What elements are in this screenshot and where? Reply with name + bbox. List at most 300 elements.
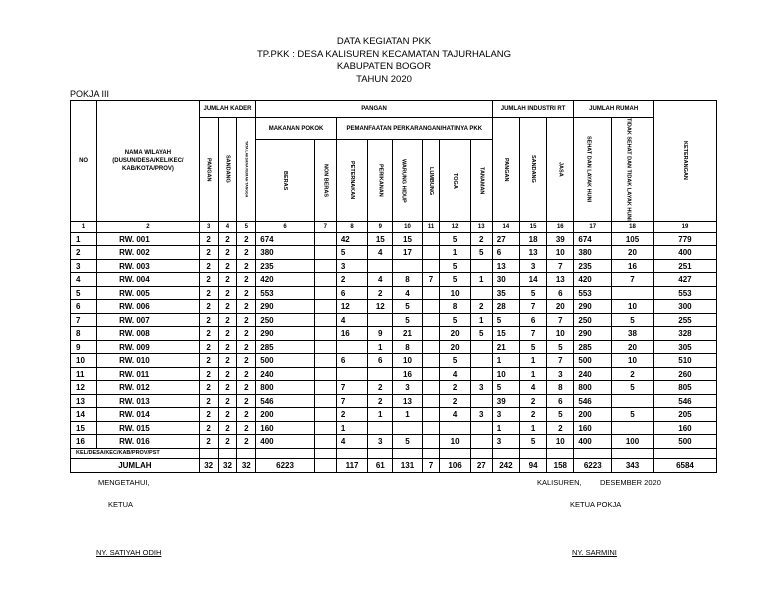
- row-wilayah: RW. 007: [97, 313, 200, 327]
- pokja-label: POKJA III: [70, 89, 110, 99]
- row-cell: 13: [393, 394, 422, 408]
- row-cell: 5: [393, 300, 422, 314]
- row-cell: 1: [470, 313, 492, 327]
- row-cell: 2: [218, 354, 237, 368]
- row-number: 10: [71, 354, 97, 368]
- row-cell: 13: [520, 246, 547, 260]
- row-cell: 205: [653, 408, 716, 422]
- row-cell: 10: [612, 354, 654, 368]
- row-cell: [470, 435, 492, 449]
- row-wilayah: RW. 005: [97, 286, 200, 300]
- row-cell: 2: [237, 259, 256, 273]
- row-cell: 300: [653, 300, 716, 314]
- row-cell: 3: [470, 408, 492, 422]
- row-cell: 546: [574, 394, 612, 408]
- row-cell: 14: [520, 273, 547, 287]
- row-cell: 10: [440, 286, 470, 300]
- row-cell: 546: [653, 394, 716, 408]
- row-cell: 6: [336, 286, 367, 300]
- row-cell: 2: [368, 381, 393, 395]
- row-cell: 400: [256, 435, 315, 449]
- col-keterangan: KETERANGAN: [653, 101, 716, 222]
- row-cell: 2: [520, 394, 547, 408]
- row-cell: [422, 408, 440, 422]
- row-cell: 800: [256, 381, 315, 395]
- row-number: 6: [71, 300, 97, 314]
- row-cell: 255: [653, 313, 716, 327]
- total-label: JUMLAH: [71, 458, 200, 472]
- row-number: 16: [71, 435, 97, 449]
- row-cell: 5: [470, 327, 492, 341]
- mengetahui-label: MENGETAHUI,: [98, 478, 150, 487]
- row-cell: 805: [653, 381, 716, 395]
- row-cell: 6: [520, 313, 547, 327]
- row-wilayah: RW. 012: [97, 381, 200, 395]
- row-cell: 20: [612, 340, 654, 354]
- row-cell: [422, 313, 440, 327]
- row-cell: 2: [218, 421, 237, 435]
- row-cell: 2: [218, 232, 237, 246]
- row-cell: 2: [199, 408, 218, 422]
- row-cell: 3: [520, 259, 547, 273]
- row-cell: [612, 421, 654, 435]
- col-peternakan: PETERNAKAN: [336, 140, 367, 221]
- row-cell: 160: [256, 421, 315, 435]
- row-cell: 2: [237, 300, 256, 314]
- row-cell: 305: [653, 340, 716, 354]
- data-table: [70, 100, 717, 473]
- row-cell: 380: [574, 246, 612, 260]
- table-row: [71, 232, 717, 246]
- row-cell: [314, 340, 336, 354]
- ketua-label: KETUA: [108, 500, 134, 509]
- row-cell: 553: [653, 286, 716, 300]
- row-wilayah: RW. 016: [97, 435, 200, 449]
- col-lumbung: LUMBUNG: [422, 140, 440, 221]
- row-cell: 13: [492, 259, 519, 273]
- row-cell: 1: [520, 354, 547, 368]
- row-cell: 2: [199, 340, 218, 354]
- row-cell: [422, 246, 440, 260]
- row-cell: [422, 394, 440, 408]
- row-cell: 2: [237, 232, 256, 246]
- row-cell: 1: [440, 246, 470, 260]
- row-cell: 2: [237, 394, 256, 408]
- row-cell: 7: [422, 273, 440, 287]
- row-cell: [368, 421, 393, 435]
- row-cell: 39: [492, 394, 519, 408]
- row-cell: 3: [336, 259, 367, 273]
- row-cell: 15: [393, 232, 422, 246]
- col-non-beras: NON BERAS: [314, 140, 336, 221]
- row-cell: 1: [393, 408, 422, 422]
- row-cell: [422, 232, 440, 246]
- col-industri-sandang: SANDANG: [520, 118, 547, 222]
- table-row: [71, 273, 717, 287]
- row-cell: 260: [653, 367, 716, 381]
- row-cell: 2: [237, 286, 256, 300]
- row-cell: 6: [368, 354, 393, 368]
- kel-label: KEL/DESA/KEC/KAB/PROV/PST: [71, 448, 200, 458]
- row-cell: [393, 421, 422, 435]
- row-wilayah: RW. 013: [97, 394, 200, 408]
- row-number: 8: [71, 327, 97, 341]
- row-cell: [470, 259, 492, 273]
- row-cell: [393, 259, 422, 273]
- row-cell: 5: [440, 259, 470, 273]
- row-cell: 2: [218, 246, 237, 260]
- row-cell: 2: [237, 327, 256, 341]
- table-row: [71, 381, 717, 395]
- row-cell: [422, 381, 440, 395]
- row-cell: 7: [520, 300, 547, 314]
- table-row: [71, 313, 717, 327]
- col-nama-wilayah: NAMA WILAYAH (DUSUN/DESA/KEL/KEC/ KAB/KOTA/PROV): [97, 101, 200, 222]
- table-row: [71, 300, 717, 314]
- row-cell: 2: [218, 259, 237, 273]
- col-jasa: JASA: [547, 118, 574, 222]
- row-cell: 1: [368, 408, 393, 422]
- row-cell: 2: [440, 394, 470, 408]
- row-cell: 160: [574, 421, 612, 435]
- row-cell: 39: [547, 232, 574, 246]
- row-cell: 4: [336, 313, 367, 327]
- row-number: 12: [71, 381, 97, 395]
- col-kader-tata-laksana: TATA LAKSANA RUMAH TANGGA: [237, 118, 256, 222]
- table-row: [71, 286, 717, 300]
- row-number: 13: [71, 394, 97, 408]
- row-wilayah: RW. 010: [97, 354, 200, 368]
- row-cell: 8: [393, 273, 422, 287]
- table-row: [71, 408, 717, 422]
- row-cell: 27: [492, 232, 519, 246]
- col-jumlah-industri: JUMLAH INDUSTRI RT: [492, 101, 574, 118]
- row-cell: [470, 421, 492, 435]
- row-wilayah: RW. 015: [97, 421, 200, 435]
- col-toga: TOGA: [440, 140, 470, 221]
- row-number: 4: [71, 273, 97, 287]
- row-cell: 10: [393, 354, 422, 368]
- row-cell: 235: [574, 259, 612, 273]
- row-cell: 5: [492, 313, 519, 327]
- row-cell: 400: [653, 246, 716, 260]
- row-cell: [422, 367, 440, 381]
- row-cell: 20: [440, 340, 470, 354]
- row-cell: 16: [612, 259, 654, 273]
- row-cell: 420: [256, 273, 315, 287]
- row-cell: 8: [547, 381, 574, 395]
- row-cell: 2: [199, 300, 218, 314]
- row-cell: 7: [612, 273, 654, 287]
- row-cell: 4: [440, 367, 470, 381]
- document-title: [0, 36, 768, 86]
- row-number: 11: [71, 367, 97, 381]
- row-cell: 6: [492, 246, 519, 260]
- row-cell: 250: [574, 313, 612, 327]
- row-cell: 1: [520, 421, 547, 435]
- table-row: [71, 421, 717, 435]
- row-cell: 7: [547, 313, 574, 327]
- row-cell: [470, 354, 492, 368]
- row-cell: 5: [612, 408, 654, 422]
- kel-row: [71, 448, 717, 458]
- row-cell: 290: [256, 327, 315, 341]
- row-cell: [368, 259, 393, 273]
- row-cell: 290: [574, 327, 612, 341]
- col-beras: BERAS: [256, 140, 315, 221]
- row-cell: 4: [368, 273, 393, 287]
- row-cell: [470, 394, 492, 408]
- col-warung-hidup: WARUNG HIDUP: [393, 140, 422, 221]
- row-wilayah: RW. 004: [97, 273, 200, 287]
- row-cell: 2: [237, 313, 256, 327]
- row-cell: [314, 286, 336, 300]
- row-cell: [314, 394, 336, 408]
- row-cell: 7: [547, 354, 574, 368]
- row-wilayah: RW. 003: [97, 259, 200, 273]
- row-cell: 553: [574, 286, 612, 300]
- row-cell: [314, 354, 336, 368]
- row-cell: 674: [256, 232, 315, 246]
- row-cell: 546: [256, 394, 315, 408]
- row-cell: [314, 300, 336, 314]
- row-wilayah: RW. 002: [97, 246, 200, 260]
- row-number: 5: [71, 286, 97, 300]
- row-cell: 1: [492, 354, 519, 368]
- row-cell: [314, 381, 336, 395]
- row-cell: 2: [218, 435, 237, 449]
- row-cell: [368, 367, 393, 381]
- row-cell: 290: [574, 300, 612, 314]
- row-cell: 235: [256, 259, 315, 273]
- row-cell: [470, 340, 492, 354]
- row-cell: 15: [492, 327, 519, 341]
- row-cell: [314, 246, 336, 260]
- col-kader-sandang: SANDANG: [218, 118, 237, 222]
- row-cell: 400: [574, 435, 612, 449]
- row-cell: 2: [237, 421, 256, 435]
- title-line-4: TAHUN 2020: [356, 73, 412, 85]
- row-cell: 290: [256, 300, 315, 314]
- row-cell: 5: [440, 354, 470, 368]
- row-cell: [368, 313, 393, 327]
- row-cell: [422, 421, 440, 435]
- row-cell: [422, 286, 440, 300]
- row-number: 7: [71, 313, 97, 327]
- row-cell: [422, 327, 440, 341]
- table-row: [71, 394, 717, 408]
- row-cell: 2: [218, 327, 237, 341]
- row-cell: [336, 340, 367, 354]
- row-cell: 17: [393, 246, 422, 260]
- row-cell: 6: [336, 354, 367, 368]
- row-cell: 200: [574, 408, 612, 422]
- row-cell: 10: [547, 435, 574, 449]
- row-cell: 10: [492, 367, 519, 381]
- row-number: 2: [71, 246, 97, 260]
- row-cell: 3: [547, 367, 574, 381]
- row-cell: 2: [218, 340, 237, 354]
- row-cell: 1: [520, 367, 547, 381]
- row-cell: 5: [520, 435, 547, 449]
- row-cell: 16: [336, 327, 367, 341]
- row-cell: 4: [520, 381, 547, 395]
- ketua-pokja-label: KETUA POKJA: [570, 500, 622, 509]
- row-wilayah: RW. 014: [97, 408, 200, 422]
- row-cell: [422, 259, 440, 273]
- row-cell: 2: [199, 367, 218, 381]
- table-row: [71, 259, 717, 273]
- row-cell: 42: [336, 232, 367, 246]
- row-cell: 5: [393, 313, 422, 327]
- row-cell: 5: [612, 381, 654, 395]
- row-cell: 5: [440, 313, 470, 327]
- row-cell: 1: [336, 421, 367, 435]
- table-row: [71, 367, 717, 381]
- row-cell: 553: [256, 286, 315, 300]
- table-row: [71, 246, 717, 260]
- table-row: [71, 327, 717, 341]
- row-cell: 2: [199, 232, 218, 246]
- row-cell: 2: [237, 435, 256, 449]
- row-cell: 5: [336, 246, 367, 260]
- row-cell: 2: [199, 313, 218, 327]
- row-cell: 800: [574, 381, 612, 395]
- row-cell: 35: [492, 286, 519, 300]
- row-cell: 2: [336, 408, 367, 422]
- row-cell: [314, 259, 336, 273]
- row-cell: [612, 394, 654, 408]
- row-cell: 2: [237, 381, 256, 395]
- row-wilayah: RW. 006: [97, 300, 200, 314]
- row-cell: [314, 313, 336, 327]
- row-cell: 2: [237, 246, 256, 260]
- col-rumah-tidak-sehat: TIDAK SEHAT DAN TIDAK LAYAK HUNI: [612, 118, 654, 222]
- row-cell: 500: [653, 435, 716, 449]
- row-cell: 2: [218, 381, 237, 395]
- row-cell: 380: [256, 246, 315, 260]
- row-cell: 8: [393, 340, 422, 354]
- row-cell: 285: [574, 340, 612, 354]
- row-cell: [422, 435, 440, 449]
- row-cell: 200: [256, 408, 315, 422]
- col-no: NO: [71, 101, 97, 222]
- row-cell: 2: [520, 408, 547, 422]
- place-label: KALISUREN,: [537, 478, 582, 487]
- row-wilayah: RW. 008: [97, 327, 200, 341]
- date-label: DESEMBER 2020: [600, 478, 661, 487]
- row-cell: 8: [440, 300, 470, 314]
- row-cell: 2: [547, 421, 574, 435]
- row-cell: [314, 327, 336, 341]
- row-cell: 674: [574, 232, 612, 246]
- row-cell: [314, 232, 336, 246]
- row-cell: 4: [393, 286, 422, 300]
- row-cell: 7: [520, 327, 547, 341]
- title-line-2: TP.PKK : DESA KALISUREN KECAMATAN TAJURHALANG: [256, 48, 512, 60]
- row-cell: 2: [368, 394, 393, 408]
- table-row: [71, 354, 717, 368]
- title-line-1: DATA KEGIATAN PKK: [336, 36, 432, 47]
- row-cell: 2: [199, 421, 218, 435]
- row-cell: 4: [336, 435, 367, 449]
- row-cell: 5: [612, 313, 654, 327]
- row-cell: [440, 421, 470, 435]
- row-cell: 38: [612, 327, 654, 341]
- col-pangan-group: PANGAN: [256, 101, 493, 118]
- row-cell: 2: [237, 340, 256, 354]
- row-cell: 2: [218, 300, 237, 314]
- row-cell: 240: [574, 367, 612, 381]
- row-cell: 2: [199, 435, 218, 449]
- ketua-name: NY. SATIYAH ODIH: [96, 548, 162, 557]
- row-cell: 5: [547, 408, 574, 422]
- row-cell: 2: [237, 354, 256, 368]
- column-number-row: 1 2 3 4 5 6 7 8 9 10 11 12 13 14 15 16 17 18 19: [71, 221, 717, 232]
- col-rumah-sehat: SEHAT DAN LAYAK HUNI: [574, 118, 612, 222]
- row-cell: 285: [256, 340, 315, 354]
- row-cell: 9: [368, 327, 393, 341]
- row-cell: 2: [218, 273, 237, 287]
- row-cell: 5: [520, 286, 547, 300]
- row-cell: 2: [368, 286, 393, 300]
- row-cell: 2: [199, 273, 218, 287]
- row-cell: 6: [547, 286, 574, 300]
- row-cell: 2: [218, 394, 237, 408]
- row-cell: 5: [440, 232, 470, 246]
- col-pemanfaatan: PEMANFAATAN PERKARANGAN/HATINYA PKK: [336, 118, 492, 140]
- row-number: 9: [71, 340, 97, 354]
- row-number: 3: [71, 259, 97, 273]
- row-cell: 16: [393, 367, 422, 381]
- row-cell: 5: [520, 340, 547, 354]
- row-cell: 510: [653, 354, 716, 368]
- total-row: JUMLAH 32 32 32 6223 117 61 131 7 106 27 242 94 158 6223 343 6584: [71, 458, 717, 472]
- row-cell: 5: [492, 381, 519, 395]
- row-cell: 427: [653, 273, 716, 287]
- row-cell: 2: [199, 381, 218, 395]
- row-cell: 10: [612, 300, 654, 314]
- row-cell: 12: [336, 300, 367, 314]
- row-cell: 5: [440, 273, 470, 287]
- row-cell: 28: [492, 300, 519, 314]
- row-cell: 2: [218, 313, 237, 327]
- row-cell: 2: [199, 327, 218, 341]
- row-cell: 328: [653, 327, 716, 341]
- row-cell: 2: [199, 246, 218, 260]
- row-cell: 20: [547, 300, 574, 314]
- row-cell: 20: [612, 246, 654, 260]
- row-cell: 3: [492, 435, 519, 449]
- title-line-3: KABUPATEN BOGOR: [336, 61, 432, 72]
- row-cell: 13: [547, 273, 574, 287]
- row-number: 1: [71, 232, 97, 246]
- col-jumlah-rumah: JUMLAH RUMAH: [574, 101, 654, 118]
- row-cell: 7: [547, 259, 574, 273]
- row-cell: 251: [653, 259, 716, 273]
- pokja-name: NY. SARMINI: [572, 548, 617, 557]
- row-cell: 3: [393, 381, 422, 395]
- row-wilayah: RW. 011: [97, 367, 200, 381]
- row-cell: 2: [470, 300, 492, 314]
- row-cell: [470, 367, 492, 381]
- row-cell: 12: [368, 300, 393, 314]
- row-cell: 2: [237, 408, 256, 422]
- row-cell: 3: [368, 435, 393, 449]
- row-cell: 2: [336, 273, 367, 287]
- col-tanaman: TANAMAN: [470, 140, 492, 221]
- row-cell: [336, 367, 367, 381]
